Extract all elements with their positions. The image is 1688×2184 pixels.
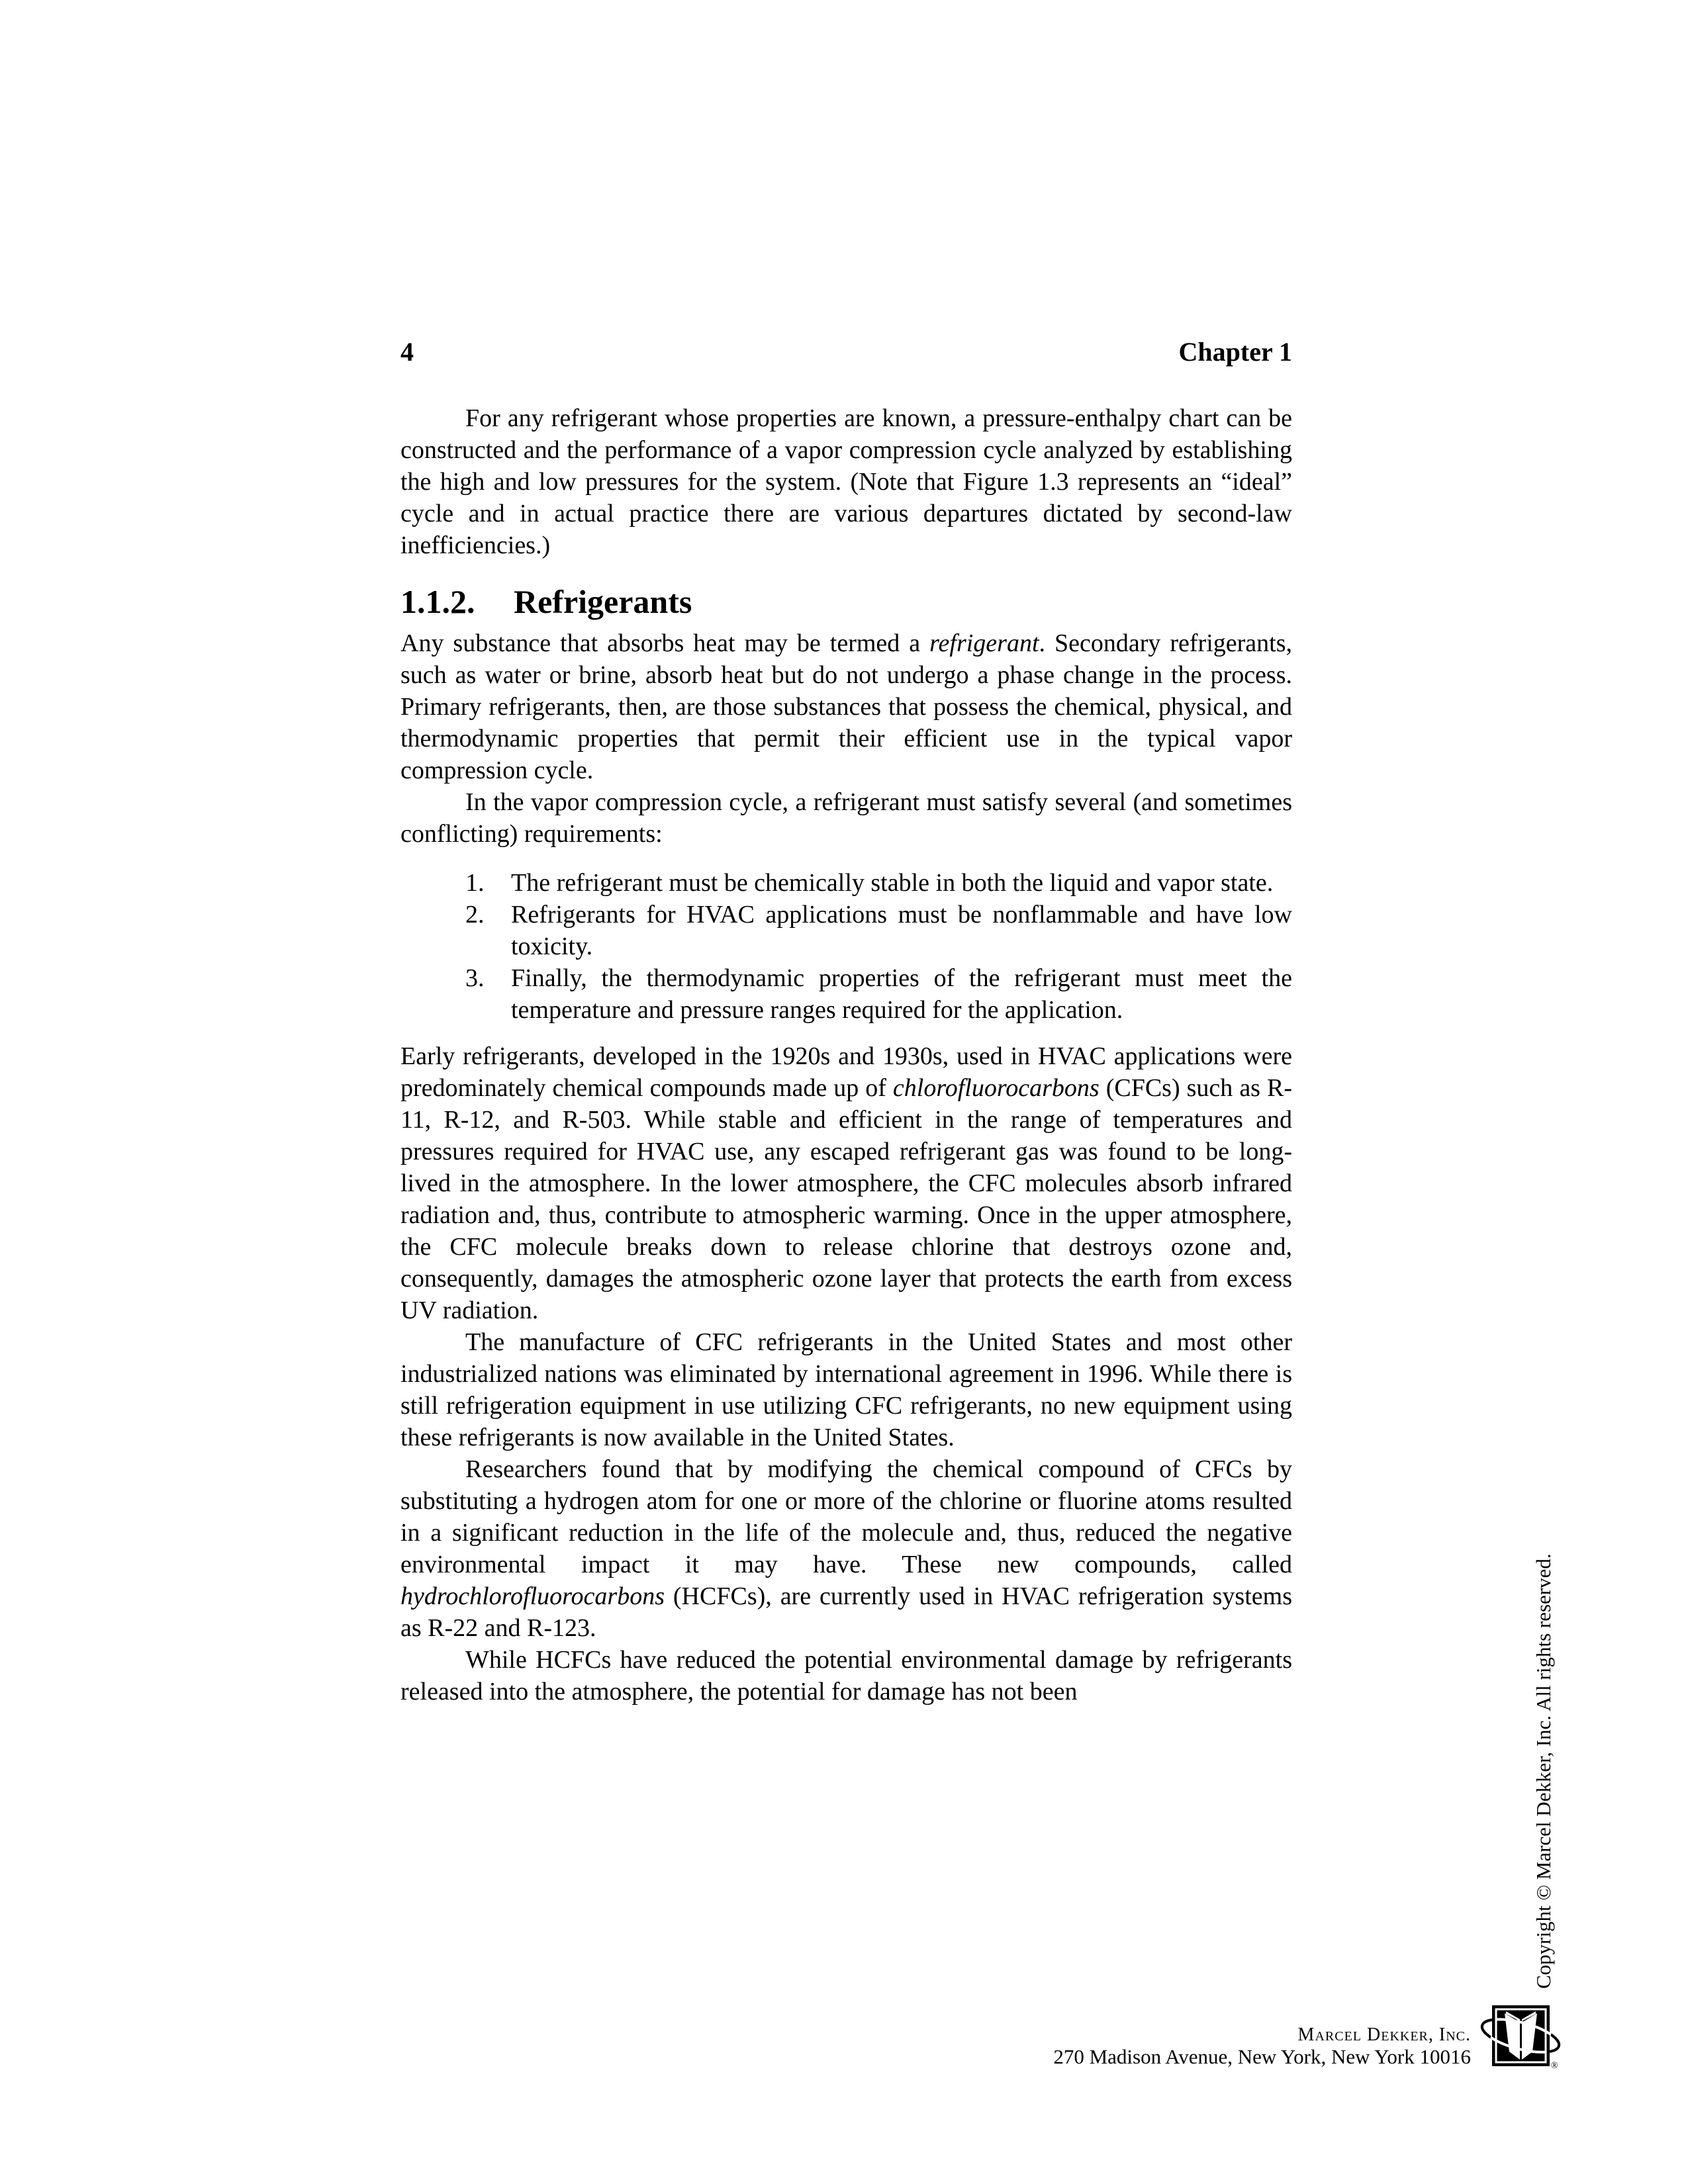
text-column [400, 402, 1292, 1707]
list-item [400, 962, 1292, 1026]
copyright-notice: Copyright © Marcel Dekker, Inc. All rights reserved. [1532, 1553, 1555, 1989]
paragraph-researchers [400, 1453, 1292, 1644]
paragraph-cfc-manufacture [400, 1326, 1292, 1453]
requirements-list [400, 867, 1292, 1026]
publisher-footer [1053, 2024, 1471, 2068]
page-number: 4 [400, 337, 414, 367]
list-item-text: The refrigerant must be chemically stable in both the liquid and vapor state. [511, 869, 1274, 897]
text-run: Any substance that absorbs heat may be termed a [400, 629, 930, 657]
list-item-number: 1. [465, 869, 485, 897]
list-item-text: Refrigerants for HVAC applications must be nonflammable and have low toxicity. [511, 901, 1292, 960]
text-run: While HCFCs have reduced the potential environmental damage by refrigerants released into the atmosphere, the potential for damage has not been [400, 1646, 1292, 1706]
paragraph-refrigerant-definition [400, 627, 1292, 786]
list-item-text: Finally, the thermodynamic properties of the refrigerant must meet the temperature and pressure ranges required for the application. [511, 964, 1292, 1024]
paragraph-hcfc-damage [400, 1644, 1292, 1707]
italic-term: refrigerant [929, 629, 1039, 657]
paragraph-early-refrigerants [400, 1040, 1292, 1326]
text-run: The manufacture of CFC refrigerants in the United States and most other industrialized nations was eliminated by international agreement in 1996. While there is still refrigeration equipment in use utilizing CFC refrigerants, no new equipment using these refrigerants is now available in the United States. [400, 1328, 1292, 1451]
section-heading [400, 582, 1292, 621]
text-run: In the vapor compression cycle, a refrigerant must satisfy several (and sometimes conflicting) requirements: [400, 788, 1292, 848]
text-run: (HCFCs), are currently used in HVAC refrigeration systems as R-22 and R-123. [400, 1582, 1292, 1642]
paragraph-requirements-lead [400, 786, 1292, 850]
running-head-chapter: Chapter 1 [1178, 337, 1292, 367]
running-head [400, 338, 1292, 367]
publisher-address: 270 Madison Avenue, New York, New York 10016 [1053, 2045, 1471, 2068]
italic-term: hydrochlorofluorocarbons [400, 1582, 665, 1610]
text-run: Early refrigerants, developed in the 1920s and 1930s, used in HVAC applications were predominately chemical compounds made up of [400, 1042, 1292, 1102]
list-item [400, 899, 1292, 962]
italic-term: chlorofluorocarbons [892, 1074, 1100, 1102]
section-title: Refrigerants [514, 583, 692, 620]
text-run: . Secondary refrigerants, such as water or brine, absorb heat but do not undergo a phase change in the process. Primary refrigerants, then, are those substances that possess the chemical, physical, and thermodynamic properties that permit their efficient use in the typical vapor compression cycle. [400, 629, 1292, 784]
registered-mark: ® [1551, 2061, 1558, 2071]
publisher-name: Marcel Dekker, Inc. [1297, 2025, 1471, 2045]
list-item-number: 2. [465, 901, 485, 929]
list-item-number: 3. [465, 964, 485, 992]
text-run: For any refrigerant whose properties are known, a pressure-enthalpy chart can be constructed and the performance of a vapor compression cycle analyzed by establishing the high and low pressures for the system. (Note that Figure 1.3 represents an “ideal” cycle and in actual practice there are various departures dictated by second-law inefficiencies.) [400, 404, 1292, 559]
paragraph-intro [400, 402, 1292, 561]
text-run: Researchers found that by modifying the chemical compound of CFCs by substituting a hydrogen atom for one or more of the chlorine or fluorine atoms resulted in a significant reduction in the life of the molecule and, thus, reduced the negative environmental impact it may have. These new compounds, called [400, 1455, 1292, 1578]
list-item [400, 867, 1292, 899]
marcel-dekker-book-logo-icon [1473, 1993, 1572, 2071]
section-number: 1.1.2. [400, 583, 475, 620]
text-run: (CFCs) such as R-11, R-12, and R-503. While stable and efficient in the range of temperatures and pressures required for HVAC use, any escaped refrigerant gas was found to be long-lived in the atmosphere. In the lower atmosphere, the CFC molecules absorb infrared radiation and, thus, contribute to atmospheric warming. Once in the upper atmosphere, the CFC molecule breaks down to release chlorine that destroys ozone and, consequently, damages the atmospheric ozone layer that protects the earth from excess UV radiation. [400, 1074, 1292, 1324]
